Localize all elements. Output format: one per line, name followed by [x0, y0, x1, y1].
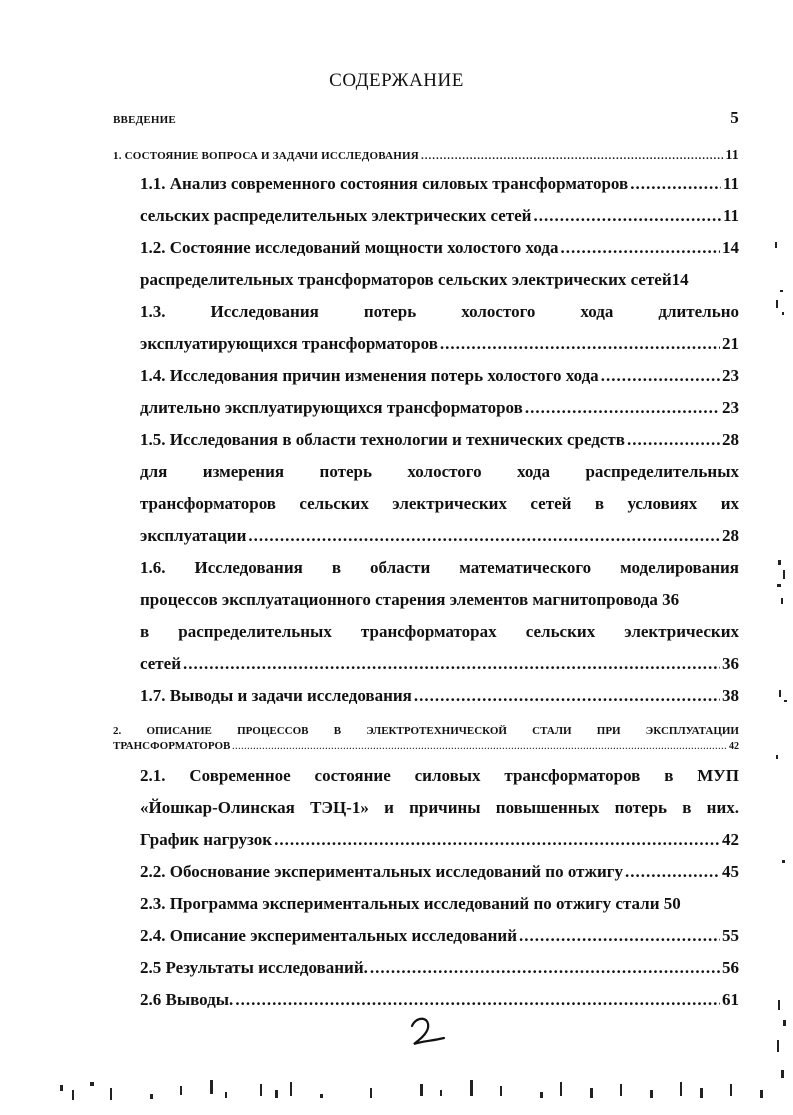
- page-title: СОДЕРЖАНИЕ: [329, 70, 464, 91]
- toc-entry-page: 23: [722, 366, 739, 385]
- toc-entry-page: 14: [722, 238, 739, 257]
- toc-entry-page: 42: [729, 741, 739, 752]
- toc-entry-label: 1.2. Состояние исследований мощности холостого хода: [140, 238, 559, 257]
- toc-entry-label: 1. СОСТОЯНИЕ ВОПРОСА И ЗАДАЧИ ИССЛЕДОВАНИЯ: [113, 150, 419, 162]
- toc-entry: трансформаторов сельских электрических сетей в условиях их: [140, 494, 739, 513]
- toc-entry-label: 2.5 Результаты исследований.: [140, 958, 368, 977]
- toc-entry-page: 11: [725, 148, 739, 163]
- toc-entry-page: 38: [722, 686, 739, 705]
- toc-entry-label: 2.3. Программа экспериментальных исследований по отжигу стали 50: [140, 894, 681, 913]
- toc-entry-label: сельских распределительных электрических сетей: [140, 206, 532, 225]
- toc-entry-label: 1.4. Исследования причин изменения потерь холостого хода: [140, 366, 599, 385]
- toc-entry-page: 56: [722, 958, 739, 977]
- toc-entry: для измерения потерь холостого хода распределительных: [140, 462, 739, 481]
- toc-entry-label: 1.5. Исследования в области технологии и технических средств: [140, 430, 625, 449]
- toc-entry-label: 2.4. Описание экспериментальных исследований: [140, 926, 518, 945]
- toc-entry-label: процессов эксплуатационного старения элементов магнитопровода 36: [140, 590, 680, 609]
- toc-entry: 1.3. Исследования потерь холостого хода длительно: [140, 302, 739, 321]
- toc-entry: 1.6. Исследования в области математического моделирования: [140, 558, 739, 577]
- toc-entry-label: ТРАНСФОРМАТОРОВ: [113, 740, 231, 752]
- toc-entry-page: 11: [722, 206, 739, 225]
- toc-entry-label: 2.6 Выводы.: [140, 990, 234, 1009]
- toc-entry: в распределительных трансформаторах сельских электрических: [140, 622, 739, 641]
- toc-entry-label: 2. ОПИСАНИЕ ПРОЦЕССОВ В ЭЛЕКТРОТЕХНИЧЕСКОЙ СТАЛИ ПРИ ЭКСПЛУАТАЦИИ: [113, 725, 739, 737]
- toc-entry: «Йошкар-Олинская ТЭЦ-1» и причины повышенных потерь в них.: [140, 798, 739, 817]
- toc-entry-page: 23: [722, 398, 739, 417]
- toc-entry-label: эксплуатации: [140, 526, 247, 545]
- toc-entry-page: 61: [722, 990, 739, 1009]
- toc-entry-label: 1.1. Анализ современного состояния силовых трансформаторов: [140, 174, 629, 193]
- toc-entry-page: 11: [722, 174, 739, 193]
- toc-entry-page: 45: [722, 862, 739, 881]
- toc-entry-label: эксплуатирующихся трансформаторов: [140, 334, 438, 353]
- toc-entry-label: График нагрузок: [140, 830, 273, 849]
- toc-entry-page: 21: [722, 334, 739, 353]
- toc-entry-label: ВВЕДЕНИЕ: [113, 114, 176, 126]
- toc-entry-page: 28: [722, 526, 739, 545]
- toc-entry-page: 55: [722, 926, 739, 945]
- toc-entry-label: 1.7. Выводы и задачи исследования: [140, 686, 412, 705]
- toc-entry-label: длительно эксплуатирующихся трансформаторов: [140, 398, 523, 417]
- toc-entry-label: 2.2. Обоснование экспериментальных исследований по отжигу: [140, 862, 624, 881]
- toc-entry: 2.1. Современное состояние силовых трансформаторов в МУП: [140, 766, 739, 785]
- toc-entry-page: 28: [722, 430, 739, 449]
- toc-entry-page: 36: [722, 654, 739, 673]
- toc-entry-label: сетей: [140, 654, 181, 673]
- toc-entry-label: распределительных трансформаторов сельских электрических сетей14: [140, 270, 689, 289]
- toc-entry-page: 5: [730, 108, 739, 127]
- toc-entry-page: 42: [722, 830, 739, 849]
